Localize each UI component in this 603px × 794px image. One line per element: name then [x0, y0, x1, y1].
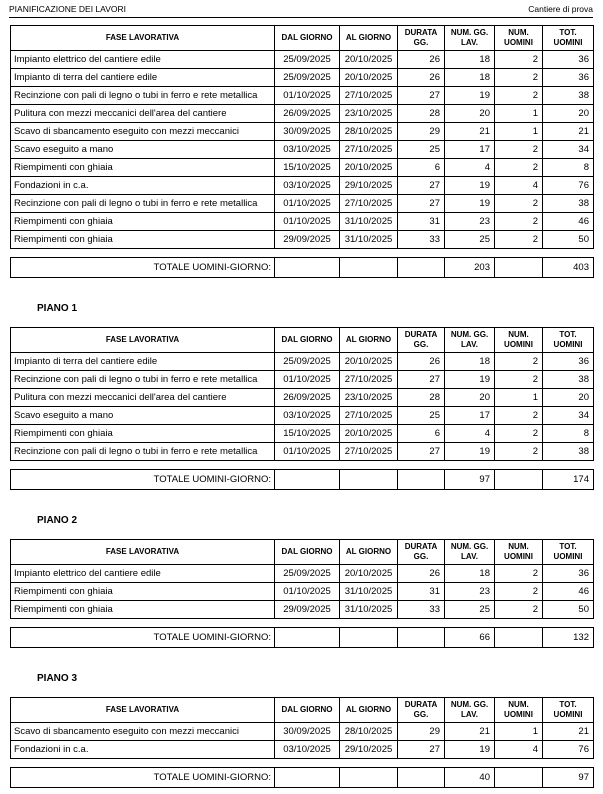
- column-header: DAL GIORNO: [275, 698, 340, 723]
- column-header: DURATA GG.: [398, 540, 445, 565]
- to-date-cell: 27/10/2025: [340, 87, 398, 105]
- phase-cell: Scavo eseguito a mano: [11, 407, 275, 425]
- total-men-cell: 50: [543, 601, 594, 619]
- men-cell: 2: [495, 371, 543, 389]
- section-piano-1: [9, 303, 593, 490]
- table-row: [11, 213, 594, 231]
- page-header: [9, 4, 593, 18]
- from-date-cell: 01/10/2025: [275, 87, 340, 105]
- duration-cell: 26: [398, 353, 445, 371]
- duration-cell: 31: [398, 213, 445, 231]
- duration-cell: 31: [398, 583, 445, 601]
- work-days-cell: 23: [445, 583, 495, 601]
- from-date-cell: 01/10/2025: [275, 195, 340, 213]
- phase-cell: Impianto di terra del cantiere edile: [11, 353, 275, 371]
- men-cell: 1: [495, 123, 543, 141]
- from-date-cell: 01/10/2025: [275, 443, 340, 461]
- men-cell: 2: [495, 87, 543, 105]
- to-date-cell: 20/10/2025: [340, 425, 398, 443]
- duration-cell: 27: [398, 87, 445, 105]
- phase-cell: Impianto elettrico del cantiere edile: [11, 565, 275, 583]
- men-cell: 1: [495, 389, 543, 407]
- totals-row: [11, 768, 594, 788]
- empty-cell: [495, 628, 543, 648]
- column-header: NUM. UOMINI: [495, 328, 543, 353]
- duration-cell: 26: [398, 69, 445, 87]
- section-heading: PIANO 1: [37, 303, 78, 314]
- work-days-cell: 21: [445, 723, 495, 741]
- from-date-cell: 25/09/2025: [275, 353, 340, 371]
- sections-container: [9, 25, 593, 788]
- totals-row: [11, 470, 594, 490]
- section-piano-3: [9, 673, 593, 788]
- duration-cell: 33: [398, 601, 445, 619]
- phase-cell: Fondazioni in c.a.: [11, 741, 275, 759]
- table-row: [11, 583, 594, 601]
- table-row: [11, 141, 594, 159]
- work-days-cell: 17: [445, 407, 495, 425]
- total-men-cell: 38: [543, 195, 594, 213]
- work-days-cell: 4: [445, 425, 495, 443]
- duration-cell: 27: [398, 371, 445, 389]
- phase-cell: Recinzione con pali di legno o tubi in ferro e rete metallica: [11, 87, 275, 105]
- table-row: [11, 723, 594, 741]
- to-date-cell: 31/10/2025: [340, 583, 398, 601]
- table-row: [11, 741, 594, 759]
- to-date-cell: 20/10/2025: [340, 69, 398, 87]
- table-row: [11, 177, 594, 195]
- work-days-cell: 19: [445, 177, 495, 195]
- from-date-cell: 01/10/2025: [275, 583, 340, 601]
- work-days-cell: 19: [445, 87, 495, 105]
- total-work-days-cell: 203: [445, 258, 495, 278]
- total-men-cell: 50: [543, 231, 594, 249]
- empty-cell: [495, 258, 543, 278]
- empty-cell: [340, 628, 398, 648]
- phase-cell: Impianto elettrico del cantiere edile: [11, 51, 275, 69]
- total-men-cell: 34: [543, 407, 594, 425]
- column-header: DURATA GG.: [398, 698, 445, 723]
- total-men-cell: 21: [543, 123, 594, 141]
- to-date-cell: 23/10/2025: [340, 105, 398, 123]
- table-row: [11, 51, 594, 69]
- section-piano-2: [9, 515, 593, 648]
- total-men-days-cell: 132: [543, 628, 594, 648]
- total-men-days-cell: 97: [543, 768, 594, 788]
- from-date-cell: 15/10/2025: [275, 425, 340, 443]
- duration-cell: 6: [398, 159, 445, 177]
- total-men-cell: 76: [543, 177, 594, 195]
- men-cell: 2: [495, 231, 543, 249]
- duration-cell: 27: [398, 741, 445, 759]
- to-date-cell: 23/10/2025: [340, 389, 398, 407]
- header-row: [11, 698, 594, 723]
- column-header: FASE LAVORATIVA: [11, 540, 275, 565]
- work-days-cell: 18: [445, 69, 495, 87]
- men-cell: 2: [495, 213, 543, 231]
- to-date-cell: 28/10/2025: [340, 723, 398, 741]
- men-cell: 2: [495, 565, 543, 583]
- total-work-days-cell: 66: [445, 628, 495, 648]
- phase-cell: Riempimenti con ghiaia: [11, 583, 275, 601]
- work-days-cell: 17: [445, 141, 495, 159]
- work-days-cell: 25: [445, 601, 495, 619]
- total-men-cell: 20: [543, 389, 594, 407]
- total-men-days-cell: 174: [543, 470, 594, 490]
- total-men-cell: 36: [543, 353, 594, 371]
- empty-cell: [340, 470, 398, 490]
- table-row: [11, 371, 594, 389]
- work-table: [10, 327, 594, 461]
- empty-cell: [398, 768, 445, 788]
- work-table: [10, 697, 594, 759]
- from-date-cell: 03/10/2025: [275, 177, 340, 195]
- total-men-cell: 36: [543, 69, 594, 87]
- total-men-cell: 36: [543, 51, 594, 69]
- men-cell: 4: [495, 177, 543, 195]
- column-header: NUM. UOMINI: [495, 540, 543, 565]
- men-cell: 2: [495, 141, 543, 159]
- section-heading: PIANO 3: [37, 673, 78, 684]
- section-heading: PIANO 2: [37, 515, 78, 526]
- from-date-cell: 01/10/2025: [275, 213, 340, 231]
- column-header: AL GIORNO: [340, 328, 398, 353]
- phase-cell: Riempimenti con ghiaia: [11, 159, 275, 177]
- total-men-cell: 38: [543, 87, 594, 105]
- phase-cell: Impianto di terra del cantiere edile: [11, 69, 275, 87]
- total-men-cell: 38: [543, 443, 594, 461]
- phase-cell: Scavo di sbancamento eseguito con mezzi meccanici: [11, 723, 275, 741]
- total-men-days-cell: 403: [543, 258, 594, 278]
- men-cell: 2: [495, 601, 543, 619]
- totals-table: [10, 767, 594, 788]
- header-row: [11, 540, 594, 565]
- empty-cell: [275, 470, 340, 490]
- empty-cell: [398, 470, 445, 490]
- total-men-cell: 8: [543, 425, 594, 443]
- men-cell: 1: [495, 105, 543, 123]
- phase-cell: Scavo eseguito a mano: [11, 141, 275, 159]
- table-row: [11, 443, 594, 461]
- total-work-days-cell: 40: [445, 768, 495, 788]
- column-header: DURATA GG.: [398, 26, 445, 51]
- phase-cell: Fondazioni in c.a.: [11, 177, 275, 195]
- total-men-cell: 46: [543, 583, 594, 601]
- work-days-cell: 18: [445, 353, 495, 371]
- column-header: NUM. GG. LAV.: [445, 698, 495, 723]
- duration-cell: 27: [398, 177, 445, 195]
- total-men-cell: 8: [543, 159, 594, 177]
- men-cell: 2: [495, 69, 543, 87]
- to-date-cell: 29/10/2025: [340, 741, 398, 759]
- table-row: [11, 565, 594, 583]
- column-header: TOT. UOMINI: [543, 698, 594, 723]
- duration-cell: 29: [398, 723, 445, 741]
- table-row: [11, 425, 594, 443]
- duration-cell: 25: [398, 141, 445, 159]
- duration-cell: 26: [398, 51, 445, 69]
- column-header: DAL GIORNO: [275, 328, 340, 353]
- men-cell: 2: [495, 51, 543, 69]
- table-row: [11, 69, 594, 87]
- empty-cell: [398, 628, 445, 648]
- from-date-cell: 25/09/2025: [275, 565, 340, 583]
- empty-cell: [495, 768, 543, 788]
- work-days-cell: 19: [445, 371, 495, 389]
- to-date-cell: 20/10/2025: [340, 159, 398, 177]
- table-row: [11, 389, 594, 407]
- to-date-cell: 20/10/2025: [340, 353, 398, 371]
- men-cell: 2: [495, 159, 543, 177]
- from-date-cell: 25/09/2025: [275, 69, 340, 87]
- column-header: TOT. UOMINI: [543, 26, 594, 51]
- work-days-cell: 18: [445, 565, 495, 583]
- phase-cell: Recinzione con pali di legno o tubi in ferro e rete metallica: [11, 443, 275, 461]
- total-men-cell: 76: [543, 741, 594, 759]
- column-header: FASE LAVORATIVA: [11, 698, 275, 723]
- to-date-cell: 31/10/2025: [340, 231, 398, 249]
- men-cell: 2: [495, 195, 543, 213]
- phase-cell: Recinzione con pali di legno o tubi in ferro e rete metallica: [11, 195, 275, 213]
- to-date-cell: 29/10/2025: [340, 177, 398, 195]
- section-general: [9, 25, 593, 278]
- phase-cell: Pulitura con mezzi meccanici dell'area del cantiere: [11, 389, 275, 407]
- from-date-cell: 03/10/2025: [275, 141, 340, 159]
- column-header: AL GIORNO: [340, 698, 398, 723]
- men-cell: 2: [495, 407, 543, 425]
- column-header: NUM. UOMINI: [495, 698, 543, 723]
- work-days-cell: 19: [445, 741, 495, 759]
- men-cell: 2: [495, 583, 543, 601]
- duration-cell: 33: [398, 231, 445, 249]
- column-header: DURATA GG.: [398, 328, 445, 353]
- duration-cell: 26: [398, 565, 445, 583]
- work-days-cell: 21: [445, 123, 495, 141]
- phase-cell: Pulitura con mezzi meccanici dell'area del cantiere: [11, 105, 275, 123]
- duration-cell: 29: [398, 123, 445, 141]
- column-header: DAL GIORNO: [275, 26, 340, 51]
- work-days-cell: 19: [445, 195, 495, 213]
- work-days-cell: 4: [445, 159, 495, 177]
- work-days-cell: 23: [445, 213, 495, 231]
- work-days-cell: 19: [445, 443, 495, 461]
- totals-table: [10, 469, 594, 490]
- duration-cell: 27: [398, 195, 445, 213]
- total-men-cell: 46: [543, 213, 594, 231]
- empty-cell: [340, 258, 398, 278]
- to-date-cell: 27/10/2025: [340, 443, 398, 461]
- from-date-cell: 30/09/2025: [275, 723, 340, 741]
- from-date-cell: 29/09/2025: [275, 231, 340, 249]
- table-row: [11, 601, 594, 619]
- total-work-days-cell: 97: [445, 470, 495, 490]
- from-date-cell: 25/09/2025: [275, 51, 340, 69]
- total-label: TOTALE UOMINI-GIORNO:: [11, 628, 275, 648]
- phase-cell: Recinzione con pali di legno o tubi in ferro e rete metallica: [11, 371, 275, 389]
- to-date-cell: 31/10/2025: [340, 213, 398, 231]
- to-date-cell: 27/10/2025: [340, 407, 398, 425]
- work-table: [10, 539, 594, 619]
- men-cell: 1: [495, 723, 543, 741]
- total-men-cell: 38: [543, 371, 594, 389]
- column-header: AL GIORNO: [340, 26, 398, 51]
- empty-cell: [398, 258, 445, 278]
- men-cell: 2: [495, 425, 543, 443]
- duration-cell: 28: [398, 389, 445, 407]
- work-table: [10, 25, 594, 249]
- column-header: FASE LAVORATIVA: [11, 328, 275, 353]
- phase-cell: Riempimenti con ghiaia: [11, 425, 275, 443]
- header-row: [11, 26, 594, 51]
- phase-cell: Riempimenti con ghiaia: [11, 601, 275, 619]
- total-men-cell: 34: [543, 141, 594, 159]
- from-date-cell: 15/10/2025: [275, 159, 340, 177]
- from-date-cell: 03/10/2025: [275, 407, 340, 425]
- from-date-cell: 26/09/2025: [275, 389, 340, 407]
- duration-cell: 28: [398, 105, 445, 123]
- from-date-cell: 29/09/2025: [275, 601, 340, 619]
- total-men-cell: 20: [543, 105, 594, 123]
- total-label: TOTALE UOMINI-GIORNO:: [11, 768, 275, 788]
- from-date-cell: 03/10/2025: [275, 741, 340, 759]
- site-name: Cantiere di prova: [528, 4, 593, 14]
- table-row: [11, 105, 594, 123]
- table-row: [11, 407, 594, 425]
- totals-table: [10, 257, 594, 278]
- empty-cell: [275, 628, 340, 648]
- column-header: AL GIORNO: [340, 540, 398, 565]
- column-header: NUM. GG. LAV.: [445, 328, 495, 353]
- table-row: [11, 231, 594, 249]
- totals-row: [11, 258, 594, 278]
- total-men-cell: 21: [543, 723, 594, 741]
- duration-cell: 25: [398, 407, 445, 425]
- column-header: NUM. GG. LAV.: [445, 26, 495, 51]
- phase-cell: Riempimenti con ghiaia: [11, 231, 275, 249]
- phase-cell: Scavo di sbancamento eseguito con mezzi meccanici: [11, 123, 275, 141]
- work-days-cell: 20: [445, 105, 495, 123]
- column-header: FASE LAVORATIVA: [11, 26, 275, 51]
- total-label: TOTALE UOMINI-GIORNO:: [11, 258, 275, 278]
- totals-row: [11, 628, 594, 648]
- table-row: [11, 159, 594, 177]
- to-date-cell: 31/10/2025: [340, 601, 398, 619]
- to-date-cell: 27/10/2025: [340, 195, 398, 213]
- men-cell: 4: [495, 741, 543, 759]
- men-cell: 2: [495, 443, 543, 461]
- empty-cell: [275, 768, 340, 788]
- to-date-cell: 27/10/2025: [340, 371, 398, 389]
- work-days-cell: 18: [445, 51, 495, 69]
- from-date-cell: 26/09/2025: [275, 105, 340, 123]
- men-cell: 2: [495, 353, 543, 371]
- column-header: NUM. GG. LAV.: [445, 540, 495, 565]
- from-date-cell: 30/09/2025: [275, 123, 340, 141]
- table-row: [11, 353, 594, 371]
- column-header: TOT. UOMINI: [543, 540, 594, 565]
- empty-cell: [275, 258, 340, 278]
- table-row: [11, 87, 594, 105]
- to-date-cell: 20/10/2025: [340, 565, 398, 583]
- table-row: [11, 123, 594, 141]
- empty-cell: [340, 768, 398, 788]
- total-men-cell: 36: [543, 565, 594, 583]
- total-label: TOTALE UOMINI-GIORNO:: [11, 470, 275, 490]
- from-date-cell: 01/10/2025: [275, 371, 340, 389]
- to-date-cell: 20/10/2025: [340, 51, 398, 69]
- to-date-cell: 28/10/2025: [340, 123, 398, 141]
- column-header: TOT. UOMINI: [543, 328, 594, 353]
- to-date-cell: 27/10/2025: [340, 141, 398, 159]
- page-title: PIANIFICAZIONE DEI LAVORI: [9, 4, 126, 14]
- totals-table: [10, 627, 594, 648]
- phase-cell: Riempimenti con ghiaia: [11, 213, 275, 231]
- work-days-cell: 25: [445, 231, 495, 249]
- column-header: NUM. UOMINI: [495, 26, 543, 51]
- duration-cell: 27: [398, 443, 445, 461]
- table-row: [11, 195, 594, 213]
- duration-cell: 6: [398, 425, 445, 443]
- column-header: DAL GIORNO: [275, 540, 340, 565]
- work-days-cell: 20: [445, 389, 495, 407]
- empty-cell: [495, 470, 543, 490]
- header-row: [11, 328, 594, 353]
